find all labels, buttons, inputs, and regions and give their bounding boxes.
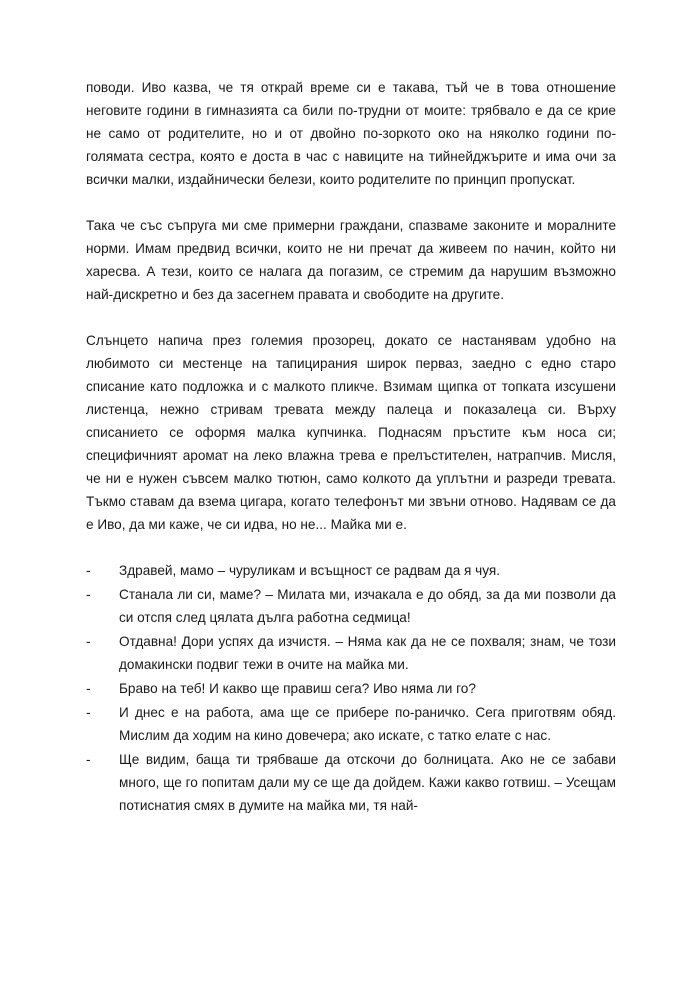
dialogue-dash: - (86, 705, 91, 720)
page-content (86, 76, 616, 818)
paragraph: поводи. Иво казва, че тя открай време си е такава, тъй че в това отношение неговите години в гимназията са били по-трудни от моите: трябвало е да се крие не само от родителите, но и от двойно по-зоркото око на няколко години по-голямата сестра, която е доста в час с навиците на тийнейджърите и има очи за всички малки, издайнически белези, които родителите по принцип пропускат. (86, 80, 616, 187)
dialogue-text: Ще видим, баща ти трябваше да отскочи до болницата. Ако не се забави много, ще го попитам дали му се ще да дойдем. Кажи какво готвиш. – Усещам потиснатия смях в думите на майка ми, тя най- (119, 752, 616, 813)
dialogue-text: Отдавна! Дори успях да изчистя. – Няма как да не се похваля; знам, че този домакински подвиг тежи в очите на майка ми. (119, 634, 616, 672)
dialogue-dash: - (86, 563, 91, 578)
dialogue-dash: - (86, 752, 91, 767)
dialogue-line (86, 559, 616, 582)
dialogue-text: И днес е на работа, ама ще се прибере по-раничко. Сега приготвям обяд. Мислим да ходим на кино довечера; ако искате, с татко елате с нас. (119, 705, 616, 743)
dialogue-line (86, 677, 616, 700)
dialogue-dash: - (86, 634, 91, 649)
paragraph: Така че със съпруга ми сме примерни граждани, спазваме законите и моралните норми. Имам предвид всички, които не ни пречат да живеем по начин, който ни харесва. А тези, които се налага да погазим, се стремим да нарушим възможно най-дискретно и без да засегнем правата и свободите на другите. (86, 218, 616, 302)
dialogue-text: Станала ли си, маме? – Милата ми, изчакала е до обяд, за да ми позволи да си отспя след цялата дълга работна седмица! (119, 587, 616, 625)
dialogue-text: Браво на теб! И какво ще правиш сега? Иво няма ли го? (119, 681, 476, 696)
dialogue-line (86, 748, 616, 817)
dialogue-dash: - (86, 681, 91, 696)
dialogue-line (86, 701, 616, 747)
dialogue-line (86, 583, 616, 629)
dialogue-list (86, 559, 616, 817)
dialogue-dash: - (86, 587, 91, 602)
dialogue-text: Здравей, мамо – чуруликам и всъщност се радвам да я чуя. (119, 563, 501, 578)
paragraph: Слънцето напича през големия прозорец, докато се настанявам удобно на любимото си местенце на тапицирания широк перваз, заедно с едно старо списание като подложка и с малкото пликче. Взимам щипка от топката изсушени листенца, нежно стривам тревата между палеца и показалеца си. Върху списанието се оформя малка купчинка. Поднасям пръстите към носа си; специфичният аромат на леко влажна трева е прелъстителен, натрапчив. Мисля, че ни е нужен съвсем малко тютюн, само колкото да уплътни и разреди тревата. Тъкмо ставам да взема цигара, когато телефонът ми звъни отново. Надявам се да е Иво, да ми каже, че си идва, но не... Майка ми е. (86, 333, 616, 532)
dialogue-line (86, 630, 616, 676)
